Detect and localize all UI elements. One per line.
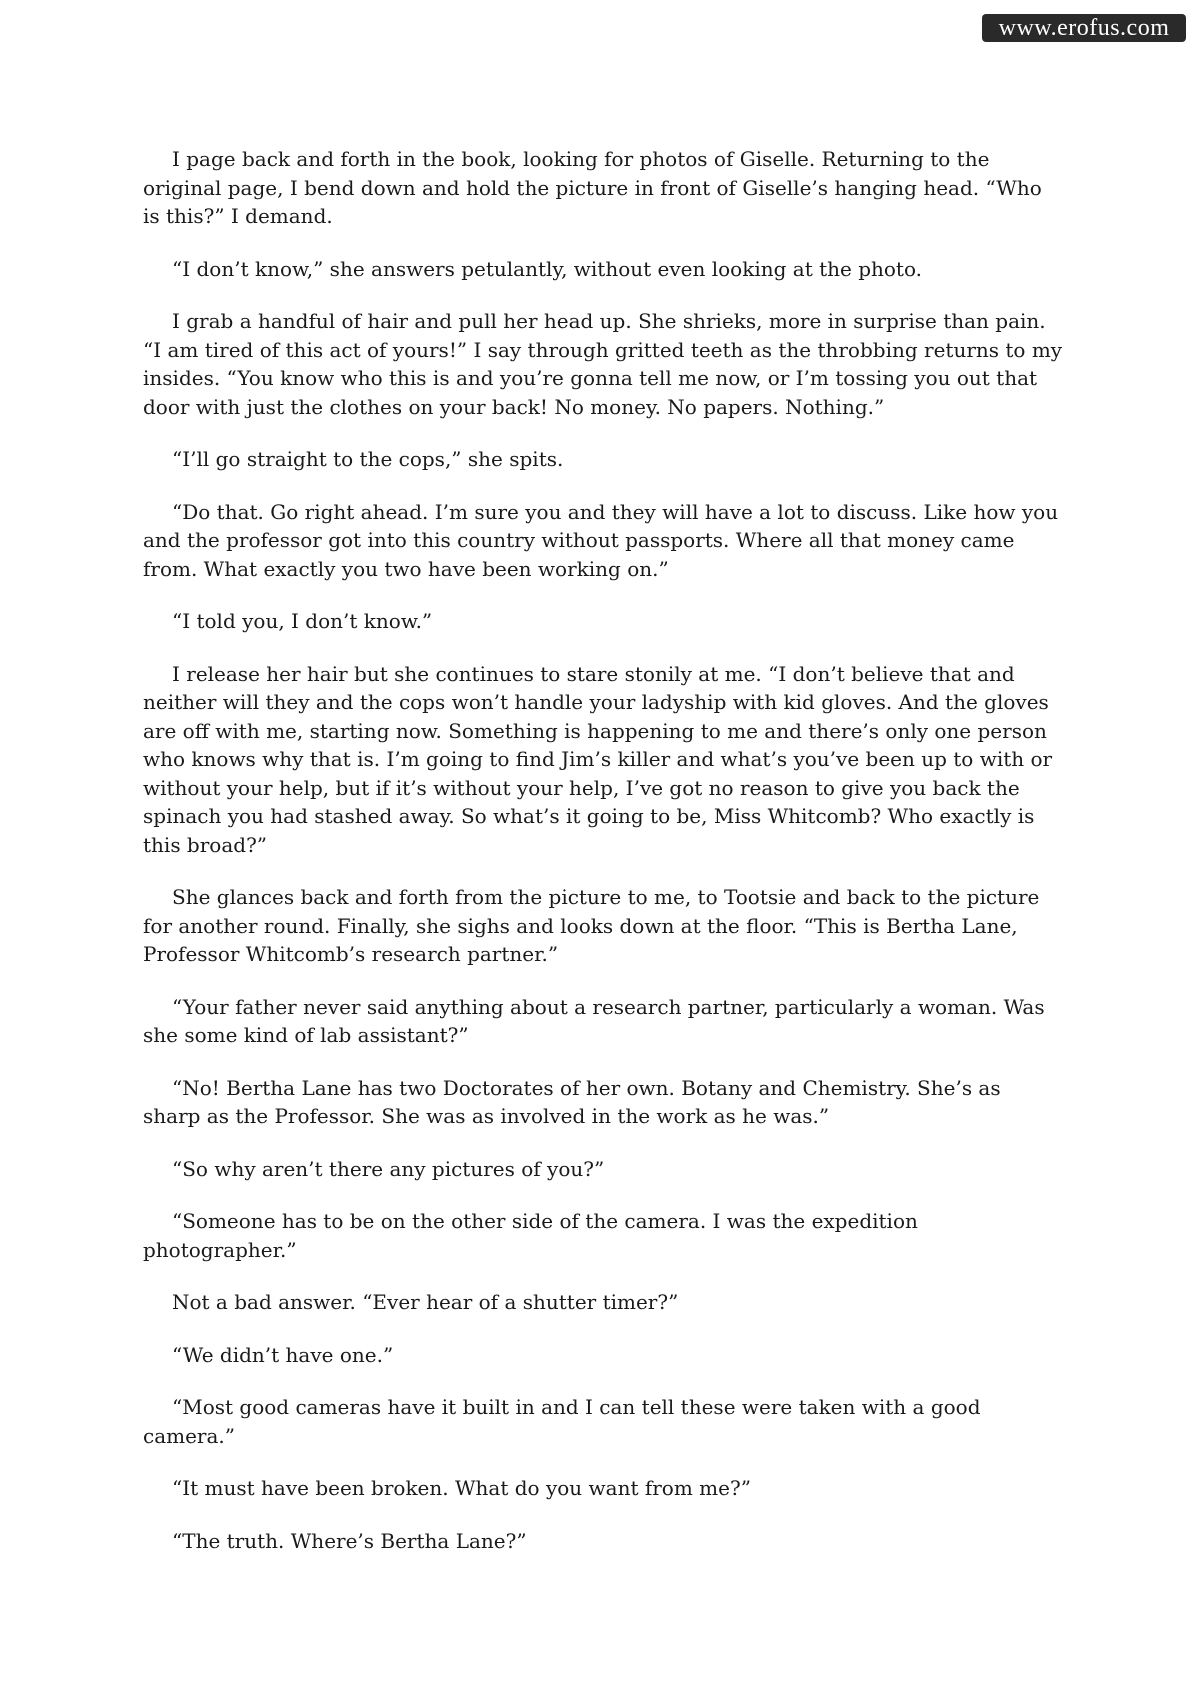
paragraph: “Do that. Go right ahead. I’m sure you and they will have a lot to discuss. Like how you and the professor got into this country without passports. Where all that money came from. What exactly you two have been working on.” xyxy=(143,499,1059,581)
paragraph: “So why aren’t there any pictures of you?” xyxy=(172,1156,605,1181)
paragraph: “I’ll go straight to the cops,” she spits. xyxy=(172,447,564,471)
paragraph: “Your father never said anything about a research partner, particularly a woman. Was she some kind of lab assistant?” xyxy=(143,994,1045,1047)
paragraph: “We didn’t have one.” xyxy=(172,1342,394,1367)
paragraph: Not a bad answer. “Ever hear of a shutter timer?” xyxy=(172,1290,679,1314)
watermark: www.erofus.com xyxy=(982,14,1186,42)
paragraph: I grab a handful of hair and pull her head up. She shrieks, more in surprise than pain. “I am tired of this act of yours!” I say through gritted teeth as the throbbing returns to my insides. “You know who this is and you’re gonna tell me now, or I’m tossing you out that door with just the clothes on your back! No money. No papers. Nothing.” xyxy=(143,309,1063,419)
paragraph: “Someone has to be on the other side of the camera. I was the expedition photographer.” xyxy=(143,1209,918,1262)
paragraph: “I don’t know,” she answers petulantly, without even looking at the photo. xyxy=(172,256,923,281)
paragraph: I page back and forth in the book, looking for photos of Giselle. Returning to the original page, I bend down and hold the picture in front of Giselle’s hanging head. “Who is this?” I demand. xyxy=(143,147,1042,228)
paragraph: “It must have been broken. What do you want from me?” xyxy=(172,1476,751,1500)
paragraph: “The truth. Where’s Bertha Lane?” xyxy=(172,1528,527,1553)
paragraph: She glances back and forth from the picture to me, to Tootsie and back to the picture for another round. Finally, she sighs and looks down at the floor. “This is Bertha Lane, Professor Whitcomb’s research partner.” xyxy=(143,885,1040,966)
paragraph: “No! Bertha Lane has two Doctorates of her own. Botany and Chemistry. She’s as sharp as the Professor. She was as involved in the work as he was.” xyxy=(143,1075,1001,1128)
paragraph: “I told you, I don’t know.” xyxy=(172,609,433,633)
paragraph: “Most good cameras have it built in and I can tell these were taken with a good camera.” xyxy=(143,1395,981,1448)
page-body xyxy=(143,145,1063,1579)
paragraph: I release her hair but she continues to stare stonily at me. “I don’t believe that and neither will they and the cops won’t handle your ladyship with kid gloves. And the gloves are off with me, starting now. Something is happening to me and there’s only one person who knows why that is. I’m going to find Jim’s killer and what’s you’ve been up to with or without your help, but if it’s without your help, I’ve got no reason to give you back the spinach you had stashed away. So what’s it going to be, Miss Whitcomb? Who exactly is this broad?” xyxy=(143,661,1053,857)
